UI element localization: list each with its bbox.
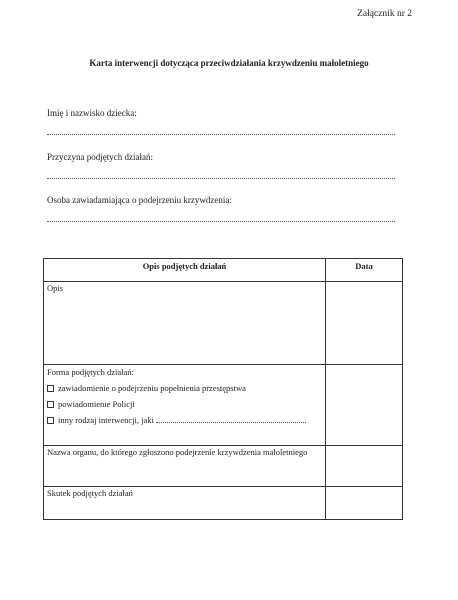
description-cell[interactable]: [44, 282, 326, 365]
row-authority: [44, 446, 403, 487]
reason-label: Przyczyna podjętych działań:: [47, 152, 153, 162]
checkbox-other[interactable]: [47, 417, 54, 424]
form-cell: [44, 365, 326, 446]
actions-table: [43, 258, 403, 520]
description-label: Opis: [47, 283, 64, 293]
option-other-label: inny rodzaj interwencji, jaki: [58, 415, 154, 425]
reporter-line[interactable]: [47, 221, 395, 222]
child-name-label: Imię i nazwisko dziecka:: [47, 108, 137, 118]
header-date: Data: [326, 259, 403, 282]
checkbox-crime-notice[interactable]: [47, 385, 54, 392]
reason-line[interactable]: [47, 178, 395, 179]
option-police-label: powiadomienie Policji: [58, 399, 135, 409]
table-header-row: [44, 259, 403, 282]
authority-label: Nazwa organu, do którego zgłoszono podejrzenie krzywdzenia małoletniego: [47, 447, 308, 457]
row-effect: [44, 487, 403, 520]
effect-label: Skutek podjętych działań: [47, 488, 133, 498]
row-form: [44, 365, 403, 446]
header-actions-description: Opis podjętych działań: [44, 259, 326, 282]
row-description: [44, 282, 403, 365]
child-name-line[interactable]: [47, 134, 395, 135]
authority-date-cell[interactable]: [326, 446, 403, 487]
form-label: Forma podjętych działań:: [47, 367, 134, 377]
option-police[interactable]: [47, 399, 322, 409]
reporter-label: Osoba zawiadamiająca o podejrzeniu krzywdzenia:: [47, 195, 232, 205]
option-other-line[interactable]: [156, 422, 306, 423]
attachment-label: Załącznik nr 2: [357, 9, 412, 19]
option-other[interactable]: [47, 415, 322, 425]
authority-cell[interactable]: [44, 446, 326, 487]
description-date-cell[interactable]: [326, 282, 403, 365]
option-crime-notice[interactable]: [47, 383, 322, 393]
document-title: Karta interwencji dotycząca przeciwdziałania krzywdzeniu małoletniego: [89, 58, 369, 68]
option-crime-notice-label: zawiadomienie o podejrzeniu popełnienia przestępstwa: [58, 383, 246, 393]
effect-date-cell[interactable]: [326, 487, 403, 520]
form-date-cell[interactable]: [326, 365, 403, 446]
checkbox-police[interactable]: [47, 401, 54, 408]
effect-cell[interactable]: [44, 487, 326, 520]
